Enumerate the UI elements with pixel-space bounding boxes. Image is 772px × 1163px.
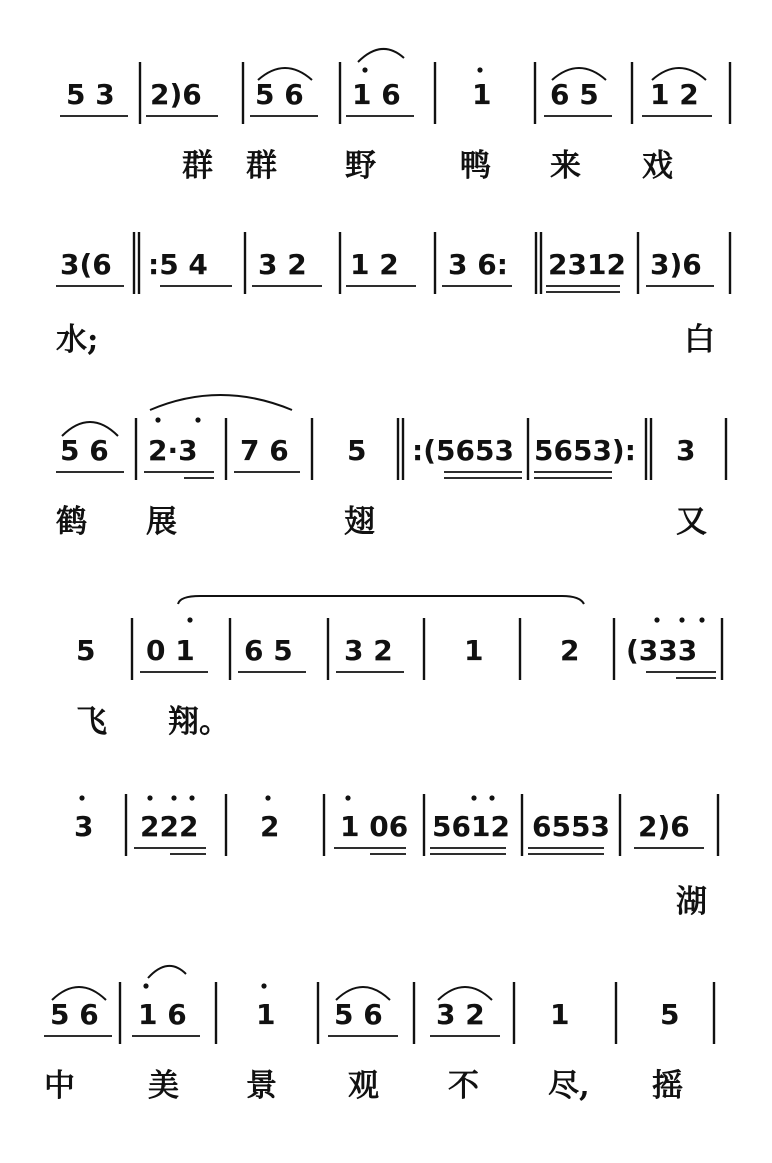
lyric: 不 [448, 1068, 479, 1104]
measure-4-6: 2 [560, 634, 580, 667]
high-octave-dot [261, 983, 266, 988]
system-6 [44, 966, 714, 1104]
high-octave-dot [679, 617, 684, 622]
measure-6-2: 1 6 [138, 998, 187, 1031]
measure-1-3: 5 6 [255, 78, 304, 111]
lyric: 翔。 [168, 704, 230, 740]
measure-2-2: :5 4 [148, 248, 208, 281]
measure-3-6: 5653): [534, 434, 636, 467]
measure-1-1: 5 3 [66, 78, 115, 111]
measure-3-4: 5 [347, 434, 367, 467]
lyric: 白 [684, 322, 715, 358]
measure-2-5: 3 6: [448, 248, 508, 281]
measure-1-4: 1 6 [352, 78, 401, 111]
measure-4-4: 3 2 [344, 634, 393, 667]
lyric: 翅 [344, 504, 375, 540]
lyric: 鹤 [56, 504, 87, 540]
measure-5-3: 2 [260, 810, 280, 843]
high-octave-dot [187, 617, 192, 622]
high-octave-dot [171, 795, 176, 800]
measure-4-2: 0 1 [146, 634, 195, 667]
measure-3-7: 3 [676, 434, 696, 467]
high-octave-dot [471, 795, 476, 800]
measure-6-5: 3 2 [436, 998, 485, 1031]
measure-4-3: 6 5 [244, 634, 293, 667]
lyric: 湖 [676, 884, 707, 920]
high-octave-dot [345, 795, 350, 800]
measure-6-6: 1 [550, 998, 570, 1031]
lyric: 来 [550, 148, 581, 184]
system-5 [74, 794, 718, 920]
measure-5-1: 3 [74, 810, 94, 843]
high-octave-dot [189, 795, 194, 800]
high-octave-dot [654, 617, 659, 622]
measure-5-5: 5612 [432, 810, 510, 843]
measure-2-6: 2312 [548, 248, 626, 281]
lyric: 尽, [548, 1068, 590, 1104]
measure-1-6: 6 5 [550, 78, 599, 111]
measure-5-2: 222 [140, 810, 199, 843]
measure-1-2: 2)6 [150, 78, 202, 111]
measure-2-7: 3)6 [650, 248, 702, 281]
measure-1-7: 1 2 [650, 78, 699, 111]
measure-5-7: 2)6 [638, 810, 690, 843]
high-octave-dot [489, 795, 494, 800]
measure-3-2: 2·3 [148, 434, 198, 467]
lyric: 中 [44, 1068, 75, 1104]
lyric: 群 [182, 148, 213, 184]
measure-4-5: 1 [464, 634, 484, 667]
measure-3-1: 5 6 [60, 434, 109, 467]
measure-6-4: 5 6 [334, 998, 383, 1031]
slur [358, 49, 404, 62]
system-2 [56, 232, 730, 358]
measure-3-5: :(5653 [412, 434, 514, 467]
high-octave-dot [265, 795, 270, 800]
system-4 [76, 596, 722, 740]
high-octave-dot [155, 417, 160, 422]
measure-2-4: 1 2 [350, 248, 399, 281]
slur [178, 596, 584, 604]
measure-2-1: 3(6 [60, 248, 112, 281]
high-octave-dot [195, 417, 200, 422]
high-octave-dot [362, 67, 367, 72]
measure-5-6: 6553 [532, 810, 610, 843]
slur [150, 395, 292, 410]
measure-2-3: 3 2 [258, 248, 307, 281]
measure-4-1: 5 [76, 634, 96, 667]
slur [148, 966, 186, 978]
lyric: 野 [345, 148, 376, 184]
lyric: 展 [146, 504, 177, 540]
system-3 [56, 395, 726, 540]
high-octave-dot [699, 617, 704, 622]
measure-1-5: 1 [472, 78, 492, 111]
high-octave-dot [79, 795, 84, 800]
high-octave-dot [143, 983, 148, 988]
measure-6-1: 5 6 [50, 998, 99, 1031]
lyric: 水; [56, 322, 99, 358]
lyric: 景 [246, 1068, 277, 1104]
measure-5-4: 1 06 [340, 810, 409, 843]
high-octave-dot [147, 795, 152, 800]
lyric: 美 [148, 1068, 179, 1104]
high-octave-dot [477, 67, 482, 72]
measure-3-3: 7 6 [240, 434, 289, 467]
lyric: 观 [348, 1068, 379, 1104]
lyric: 飞 [76, 704, 107, 740]
measure-4-7: (333 [626, 634, 698, 667]
measure-6-7: 5 [660, 998, 680, 1031]
lyric: 群 [246, 148, 277, 184]
lyric: 又 [676, 504, 707, 540]
measure-6-3: 1 [256, 998, 276, 1031]
lyric: 摇 [652, 1068, 683, 1104]
lyric: 戏 [642, 148, 673, 184]
lyric: 鸭 [460, 148, 491, 184]
system-1 [60, 49, 730, 184]
